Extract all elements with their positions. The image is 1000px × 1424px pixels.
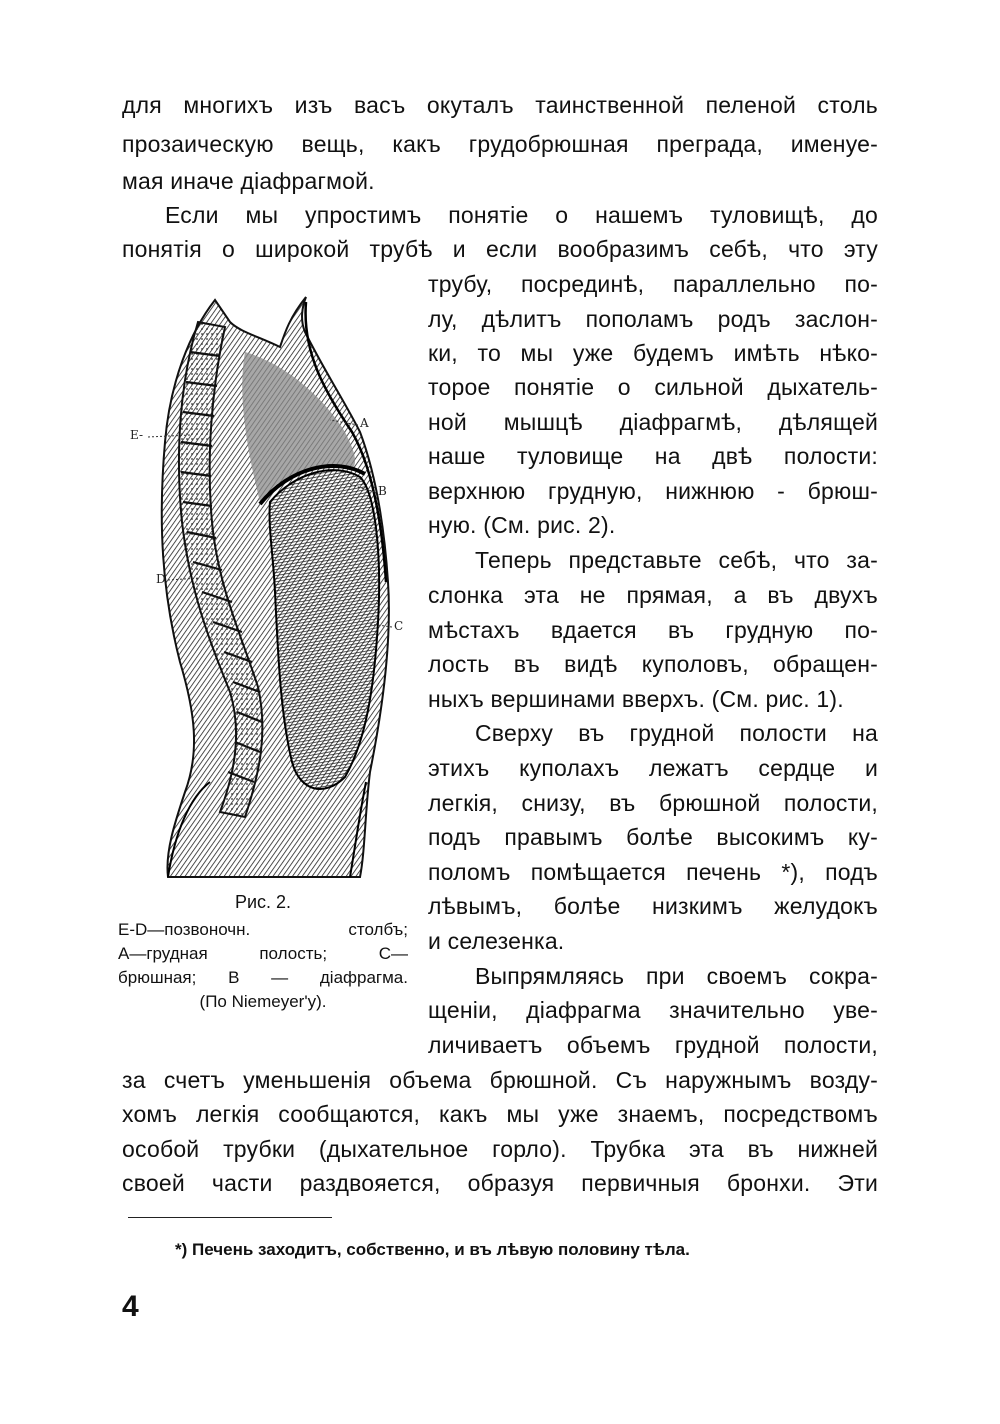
label-a: A	[360, 416, 369, 430]
text-line: Теперь представьте себѣ, что за-	[475, 547, 878, 573]
caption-line: брюшная; B — діафрагма.	[118, 968, 408, 987]
caption-line: A—грудная полость; C—	[118, 944, 408, 963]
caption-title: Рис. 2.	[234, 892, 292, 912]
text-line: лу, дѣлитъ пополамъ родъ заслон-	[428, 306, 878, 332]
text-line: своей части раздвояется, образуя первичныя бронхи. Эти	[122, 1170, 878, 1196]
label-c: C	[394, 619, 404, 633]
text-line: Если мы упростимъ понятіе о нашемъ туловищѣ, до	[165, 202, 878, 228]
text-line: легкія, снизу, въ брюшной полости,	[428, 790, 878, 816]
figure-caption	[118, 890, 408, 1014]
text-line: трубу, посрединѣ, параллельно по-	[428, 271, 878, 297]
text-line: Сверху въ грудной полости на	[475, 720, 878, 746]
text-line: хомъ легкія сообщаются, какъ мы уже знаемъ, посредствомъ	[122, 1101, 878, 1127]
text-line: наше туловище на двѣ полости:	[428, 443, 878, 469]
caption-line: E-D—позвоночн. столбъ;	[118, 920, 408, 939]
text-line: ныхъ вершинами вверхъ. (См. рис. 1).	[428, 686, 844, 712]
text-line: подъ правымъ болѣе высокимъ ку-	[428, 824, 878, 850]
text-line: верхнюю грудную, нижнюю - брюш-	[428, 478, 878, 504]
text-line: ки, то мы уже будемъ имѣть нѣко-	[428, 340, 878, 366]
text-line: прозаическую вещь, какъ грудобрюшная преграда, именуе-	[122, 131, 878, 157]
label-b: B	[378, 484, 387, 498]
text-line: для многихъ изъ васъ окуталъ таинственной пеленой столь	[122, 92, 878, 118]
label-d: D	[156, 572, 166, 586]
text-line: и селезенка.	[428, 928, 565, 954]
text-line: лость въ видѣ куполовъ, обращен-	[428, 651, 878, 677]
page-number: 4	[122, 1290, 139, 1323]
text-line: ную. (См. рис. 2).	[428, 512, 616, 538]
text-line: Выпрямляясь при своемъ сокра-	[475, 963, 878, 989]
text-line: особой трубки (дыхательное горло). Трубка эта въ нижней	[122, 1136, 878, 1162]
text-line: этихъ куполахъ лежатъ сердце и	[428, 755, 878, 781]
text-line: личиваетъ объемъ грудной полости,	[428, 1032, 878, 1058]
text-line: лѣвымъ, болѣе низкимъ желудокъ	[428, 893, 878, 919]
caption-line: (По Niemeyer'y).	[199, 992, 327, 1011]
text-line: мая иначе діафрагмой.	[122, 168, 375, 194]
text-line: ной мышцѣ діафрагмѣ, дѣлящей	[428, 409, 878, 435]
text-line: за счетъ уменьшенія объема брюшной. Съ наружнымъ возду-	[122, 1067, 878, 1093]
spine-diaphragm-illustration	[120, 292, 410, 882]
text-line: щеніи, діафрагма значительно уве-	[428, 997, 878, 1023]
label-e: E-	[130, 428, 144, 442]
text-line: понятія о широкой трубѣ и если вообразимъ себѣ, что эту	[122, 236, 878, 262]
text-line: мѣстахъ вдается въ грудную по-	[428, 617, 878, 643]
text-line: поломъ помѣщается печень *), подъ	[428, 859, 878, 885]
footnote-rule	[128, 1217, 332, 1218]
text-line: торое понятіе о сильной дыхатель-	[428, 374, 878, 400]
text-line: слонка эта не прямая, а въ двухъ	[428, 582, 878, 608]
anatomy-figure	[120, 292, 410, 882]
footnote: *) Печень заходитъ, собственно, и въ лѣвую половину тѣла.	[175, 1240, 690, 1259]
